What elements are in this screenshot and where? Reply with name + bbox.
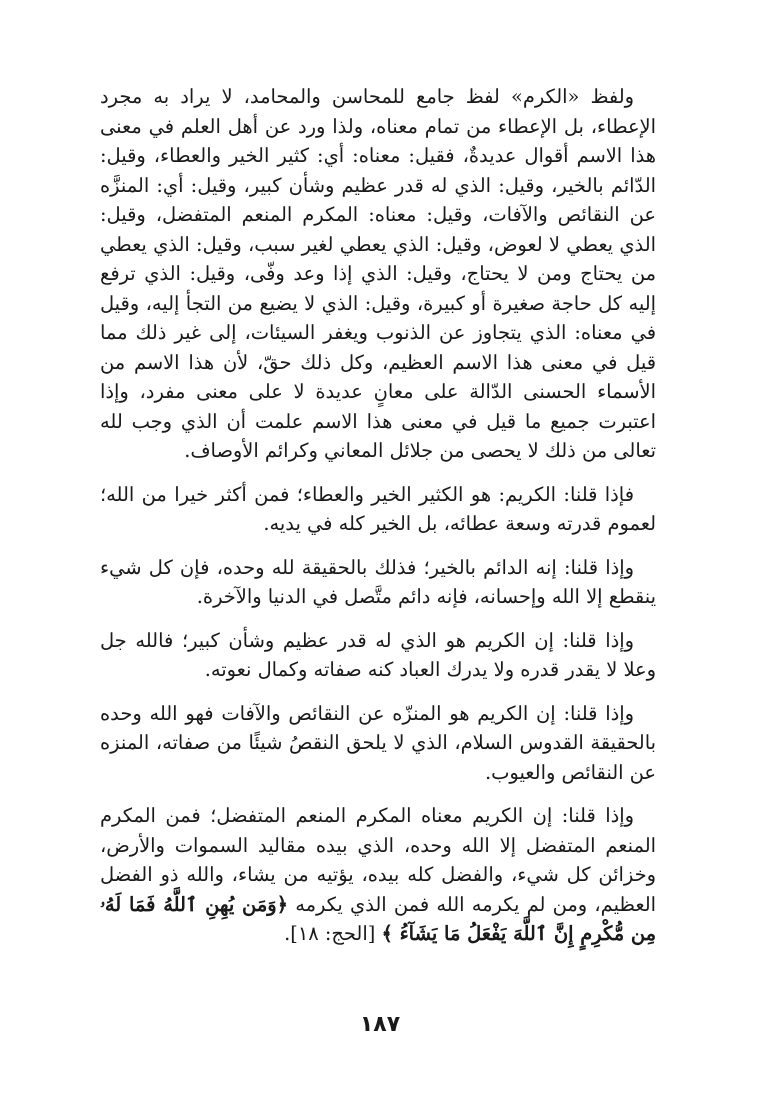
paragraph-abundant-good: فإذا قلنا: الكريم: هو الكثير الخير والعطاء؛ فمن أكثر خيرا من الله؛ لعموم قدرته وسعة عطائه، بل الخير كله في يديه.	[100, 482, 656, 535]
paragraph-free-from-faults: وإذا قلنا: إن الكريم هو المنزّه عن النقائص والآفات فهو الله وحده بالحقيقة القدوس السلام، الذي لا يلحق النقصُ شيئًا من صفاته، المنزه عن النقائص والعيوب.	[100, 701, 656, 784]
paragraph-everlasting-good: وإذا قلنا: إنه الدائم بالخير؛ فذلك بالحقيقة لله وحده، فإن كل شيء ينقطع إلا الله وإحسانه، فإنه دائم متَّصل في الدنيا والآخرة.	[100, 555, 656, 608]
paragraph-bestower	[100, 801, 656, 949]
paragraph-great-status: وإذا قلنا: إن الكريم هو الذي له قدر عظيم وشأن كبير؛ فالله جل وعلا لا يقدر قدره ولا يدرك العباد كنه صفاته وكمال نعوته.	[100, 628, 656, 681]
paragraph-meaning-of-karam: ولفظ «الكرم» لفظ جامع للمحاسن والمحامد، لا يراد به مجرد الإعطاء، بل الإعطاء من تمام معناه، ولذا ورد عن أهل العلم في معنى هذا الاسم أقوال عديدةٌ، فقيل: معناه: أي: كثير الخير والعطاء، وقيل: الدّائم بالخير، وقيل: الذي له قدر عظيم وشأن كبير، وقيل: أي: المنزَّه عن النقائص والآفات، وقيل: معناه: المكرم المنعم المتفضل، وقيل: الذي يعطي لا لعوض، وقيل: الذي يعطي لغير سبب، وقيل: الذي يعطي من يحتاج ومن لا يحتاج، وقيل: الذي إذا وعد وفّى، وقيل: الذي ترفع إليه كل حاجة صغيرة أو كبيرة، وقيل: الذي لا يضيع من التجأ إليه، وقيل في معناه: الذي يتجاوز عن الذنوب ويغفر السيئات، إلى غير ذلك مما قيل في معنى هذا الاسم العظيم، وكل ذلك حقّ، لأن هذا الاسم من الأسماء الحسنى الدّالة على معانٍ عديدة لا على معنى مفرد، وإذا اعتبرت جميع ما قيل في معنى هذا الاسم علمت أن الذي وجب لله تعالى من ذلك لا يحصى من جلائل المعاني وكرائم الأوصاف.	[100, 85, 656, 462]
paragraph-text: وإذا قلنا: إن الكريم معناه المكرم المنعم المتفضل؛ فمن المكرم المنعم المتفضل إلا الله وحده، الذي بيده مقاليد السموات والأرض، وخزائن كل شيء، والفضل كله بيده، يؤتيه من يشاء، والله ذو الفضل العظيم، ومن لم يكرمه الله فمن الذي يكرمه	[100, 804, 656, 916]
page-number: ١٨٧	[359, 1012, 401, 1037]
page-body	[100, 82, 656, 982]
verse-citation: [الحج: ١٨].	[284, 922, 376, 945]
quran-verse: ﴿وَمَن يُهِنِ ٱللَّهُ فَمَا لَهُۥ مِن مُّكْرِمٍ إِنَّ ٱللَّهَ يَفْعَلُ مَا يَشَآءُ ﴾	[100, 892, 656, 945]
